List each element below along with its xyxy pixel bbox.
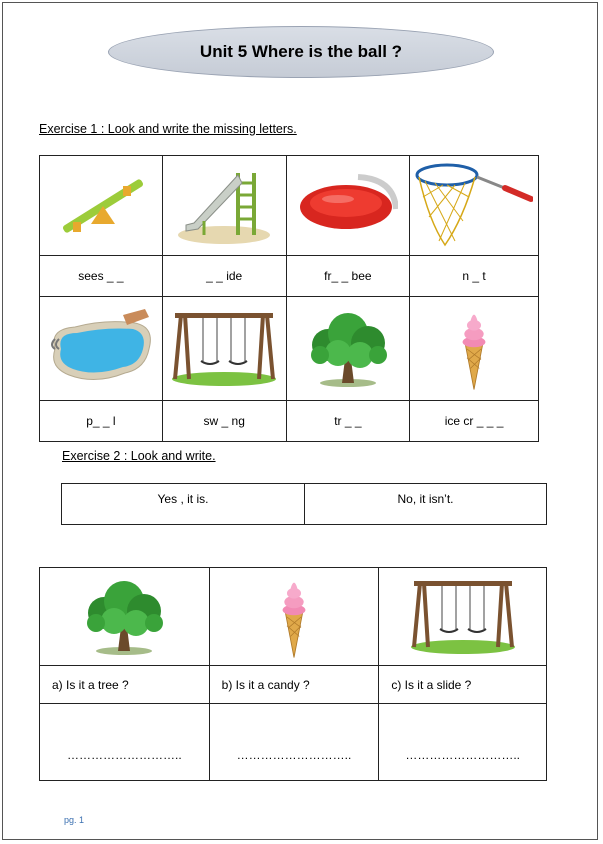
swing-picture-cell bbox=[379, 568, 547, 666]
swing-icon bbox=[408, 577, 518, 657]
answer-blank[interactable]: ……………………….. bbox=[40, 704, 210, 781]
page-number: pg. 1 bbox=[64, 815, 85, 825]
answer-blank[interactable]: ……………………….. bbox=[209, 704, 379, 781]
label-cell: p_ _ l bbox=[40, 401, 163, 442]
tree-picture-cell bbox=[40, 568, 210, 666]
label-cell: _ _ ide bbox=[162, 256, 286, 297]
tree-icon bbox=[298, 309, 398, 389]
exercise2-heading: Exercise 2 : Look and write. bbox=[62, 449, 216, 463]
frisbee-icon bbox=[298, 171, 398, 241]
title-banner bbox=[108, 26, 494, 78]
ice-cream-picture-cell bbox=[410, 297, 539, 401]
label-cell: sees _ _ bbox=[40, 256, 163, 297]
tree-picture-cell bbox=[286, 297, 410, 401]
frisbee-picture-cell bbox=[286, 156, 410, 256]
exercise1-heading: Exercise 1 : Look and write the missing letters. bbox=[39, 122, 297, 136]
label-cell: sw _ ng bbox=[162, 401, 286, 442]
tree-icon bbox=[74, 577, 174, 657]
label-cell: n _ t bbox=[410, 256, 539, 297]
exercise1-table bbox=[39, 155, 539, 442]
answer-blank[interactable]: ……………………….. bbox=[379, 704, 547, 781]
answer-choices-box bbox=[61, 483, 547, 525]
swing-picture-cell bbox=[162, 297, 286, 401]
ice-cream-icon bbox=[456, 305, 492, 393]
pool-picture-cell bbox=[40, 297, 163, 401]
label-cell: ice cr _ _ _ bbox=[410, 401, 539, 442]
question-cell: a) Is it a tree ? bbox=[40, 666, 210, 704]
ice-cream-icon bbox=[276, 573, 312, 661]
net-icon bbox=[415, 161, 533, 251]
pool-icon bbox=[45, 309, 157, 389]
seesaw-icon bbox=[51, 166, 151, 246]
question-cell: c) Is it a slide ? bbox=[379, 666, 547, 704]
swing-icon bbox=[169, 309, 279, 389]
answer-no: No, it isn’t. bbox=[305, 484, 547, 525]
answer-yes: Yes , it is. bbox=[62, 484, 305, 525]
question-cell: b) Is it a candy ? bbox=[209, 666, 379, 704]
slide-icon bbox=[174, 165, 274, 247]
ice-cream-picture-cell bbox=[209, 568, 379, 666]
net-picture-cell bbox=[410, 156, 539, 256]
label-cell: fr_ _ bee bbox=[286, 256, 410, 297]
exercise2-table bbox=[39, 567, 547, 781]
label-cell: tr _ _ bbox=[286, 401, 410, 442]
page-title: Unit 5 Where is the ball ? bbox=[199, 42, 403, 61]
seesaw-picture-cell bbox=[40, 156, 163, 256]
slide-picture-cell bbox=[162, 156, 286, 256]
